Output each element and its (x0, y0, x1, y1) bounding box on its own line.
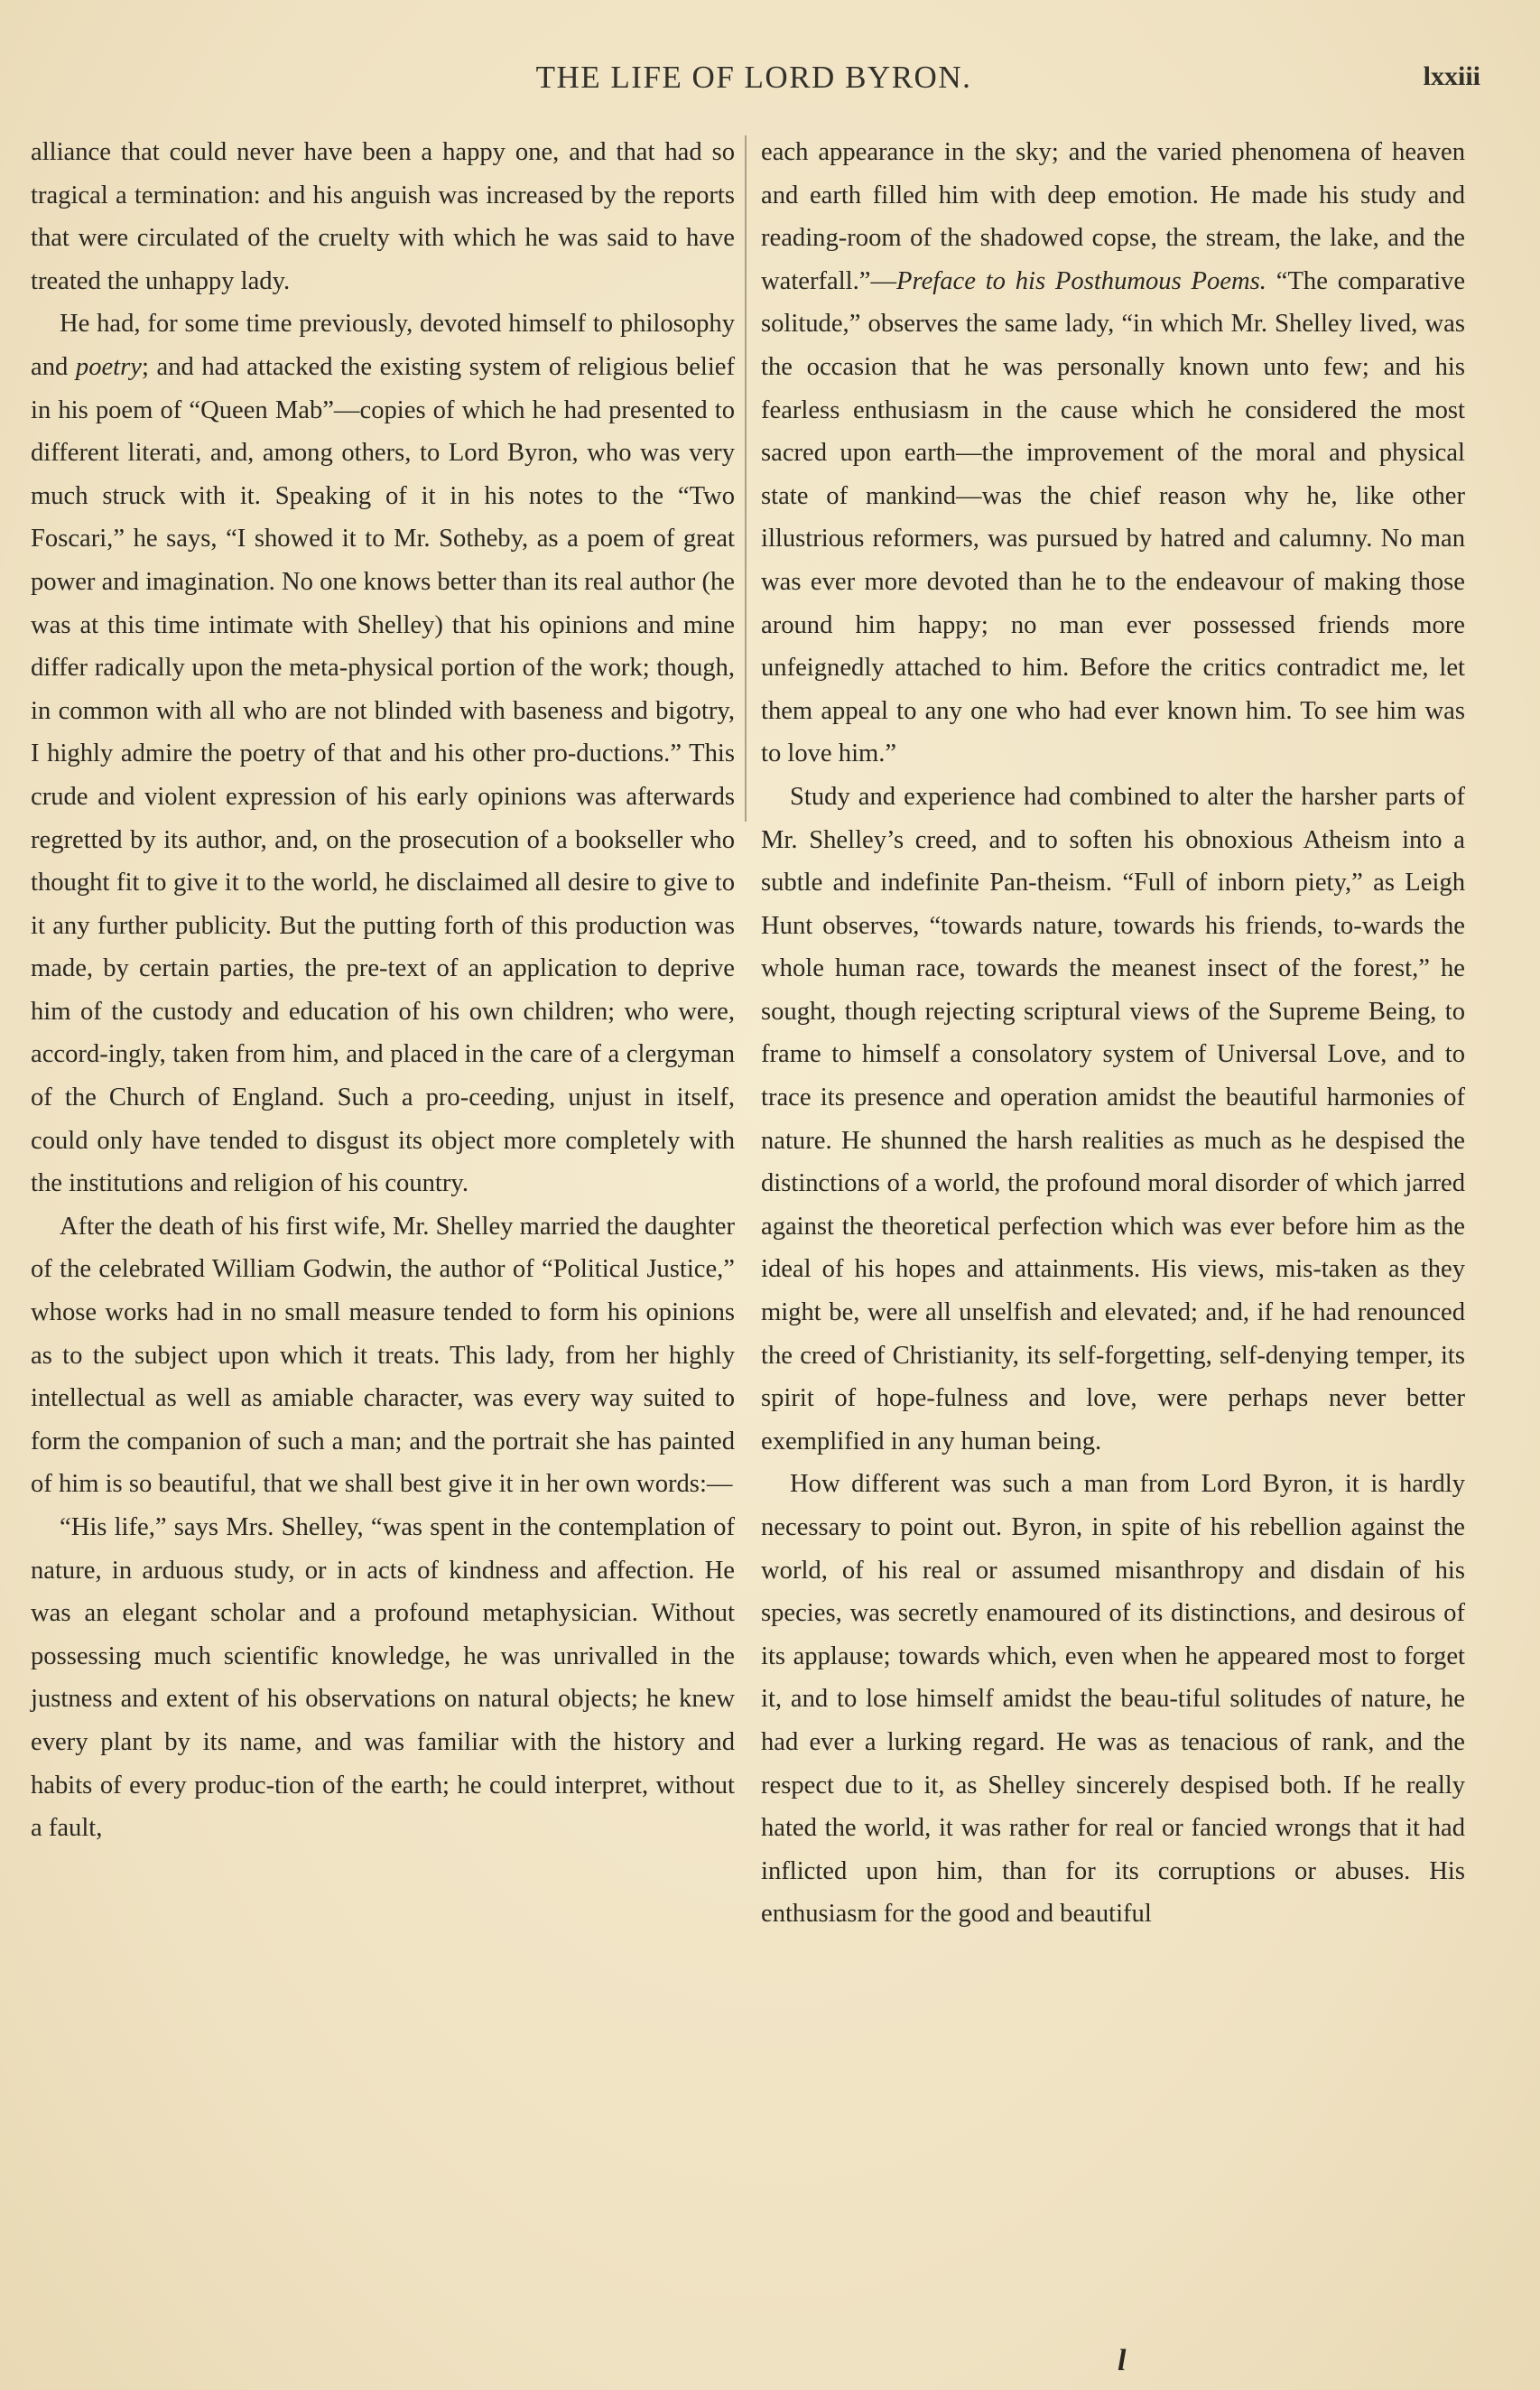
left-paragraph-2: He had, for some time previously, devoted himself to philosophy and poetry; and had attacked the existing system of religious belief in his poem of “Queen Mab”—copies of which he had presented to different literati, and, among others, to Lord Byron, who was very much struck with it. Speaking of it in his notes to the “Two Foscari,” he says, “I showed it to Mr. Sotheby, as a poem of great power and imagination. No one knows better than its real author (he was at this time intimate with Shelley) that his opinions and mine differ radically upon the meta-physical portion of the work; though, in common with all who are not blinded with baseness and bigotry, I highly admire the poetry of that and his other pro-ductions.” This crude and violent expression of his early opinions was afterwards regretted by its author, and, on the prosecution of a bookseller who thought fit to give it to the world, he disclaimed all desire to give to it any further publicity. But the putting forth of this production was made, by certain parties, the pre-text of an application to deprive him of the custody and education of his own children; who were, accord-ingly, taken from him, and placed in the care of a clergyman of the Church of England. Such a pro-ceeding, unjust in itself, could only have tended to disgust its object more completely with the institutions and religion of his country. (31, 310, 735, 1198)
running-title: THE LIFE OF LORD BYRON. (535, 60, 972, 95)
italic-phrase: Preface to his Posthumous Poems. (896, 266, 1266, 295)
left-paragraph-1: alliance that could never have been a happy one, and that had so tragical a termination: and his anguish was increased by the reports that were circulated of the cruelty with which he was said to have treated the unhappy lady. (31, 138, 735, 295)
left-paragraph-4: “His life,” says Mrs. Shelley, “was spent in the contemplation of nature, in arduous study, or in acts of kindness and affection. He was an elegant scholar and a profound metaphysician. Without possessing much scientific knowledge, he was unrivalled in the justness and extent of his observations on natural objects; he knew every plant by its name, and was familiar with the history and habits of every produc-tion of the earth; he could interpret, without a fault, (31, 1513, 735, 1843)
left-paragraph-3: After the death of his first wife, Mr. Shelley married the daughter of the celebrated William Godwin, the author of “Political Justice,” whose works had in no small measure tended to form his opinions as to the subject upon which it treats. This lady, from her highly intellectual as well as amiable character, was every way suited to form the companion of such a man; and the portrait she has painted of him is so beautiful, that we shall best give it in her own words:— (31, 1212, 735, 1499)
column-divider (745, 135, 747, 822)
left-column (31, 131, 735, 1850)
signature-mark: l (1118, 2344, 1127, 2377)
page-number: lxxiii (1423, 61, 1480, 91)
right-column (761, 131, 1465, 1936)
italic-phrase: poetry (75, 352, 142, 381)
right-paragraph-3: How different was such a man from Lord Byron, it is hardly necessary to point out. Byron, in spite of his rebellion against the world, of his real or assumed misanthropy and disdain of his species, was secretly enamoured of its distinctions, and desirous of its applause; towards which, even when he appeared most to forget it, and to lose himself amidst the beau-tiful solitudes of nature, he had ever a lurking regard. He was as tenacious of rank, and the respect due to it, as Shelley sincerely despised both. If he really hated the world, it was rather for real or fancied wrongs that it had inflicted upon him, than for its corruptions or abuses. His enthusiasm for the good and beautiful (761, 1470, 1465, 1929)
running-head (27, 60, 1480, 114)
right-paragraph-1: each appearance in the sky; and the varied phenomena of heaven and earth filled him with deep emotion. He made his study and reading-room of the shadowed copse, the stream, the lake, and the waterfall.”—Preface to his Posthumous Poems. “The comparative solitude,” observes the same lady, “in which Mr. Shelley lived, was the occasion that he was personally known unto few; and his fearless enthusiasm in the cause which he considered the most sacred upon earth—the improvement of the moral and physical state of mankind—was the chief reason why he, like other illustrious reformers, was pursued by hatred and calumny. No man was ever more devoted than he to the endeavour of making those around him happy; no man ever possessed friends more unfeignedly attached to him. Before the critics contradict me, let them appeal to any one who had ever known him. To see him was to love him.” (761, 138, 1466, 768)
right-paragraph-2: Study and experience had combined to alter the harsher parts of Mr. Shelley’s creed, and to soften his obnoxious Atheism into a subtle and indefinite Pan-theism. “Full of inborn piety,” as Leigh Hunt observes, “towards nature, towards his friends, to-wards the whole human race, towards the meanest insect of the forest,” he sought, though rejecting scriptural views of the Supreme Being, to frame to himself a consolatory system of Universal Love, and to trace its presence and operation amidst the beautiful harmonies of nature. He shunned the harsh realities as much as he despised the distinctions of a world, the profound moral disorder of which jarred against the theoretical perfection which was ever before him as the ideal of his hopes and attainments. His views, mis-taken as they might be, were all unselfish and elevated; and, if he had renounced the creed of Christianity, its self-forgetting, self-denying temper, its spirit of hope-fulness and love, were perhaps never better exemplified in any human being. (761, 782, 1465, 1455)
